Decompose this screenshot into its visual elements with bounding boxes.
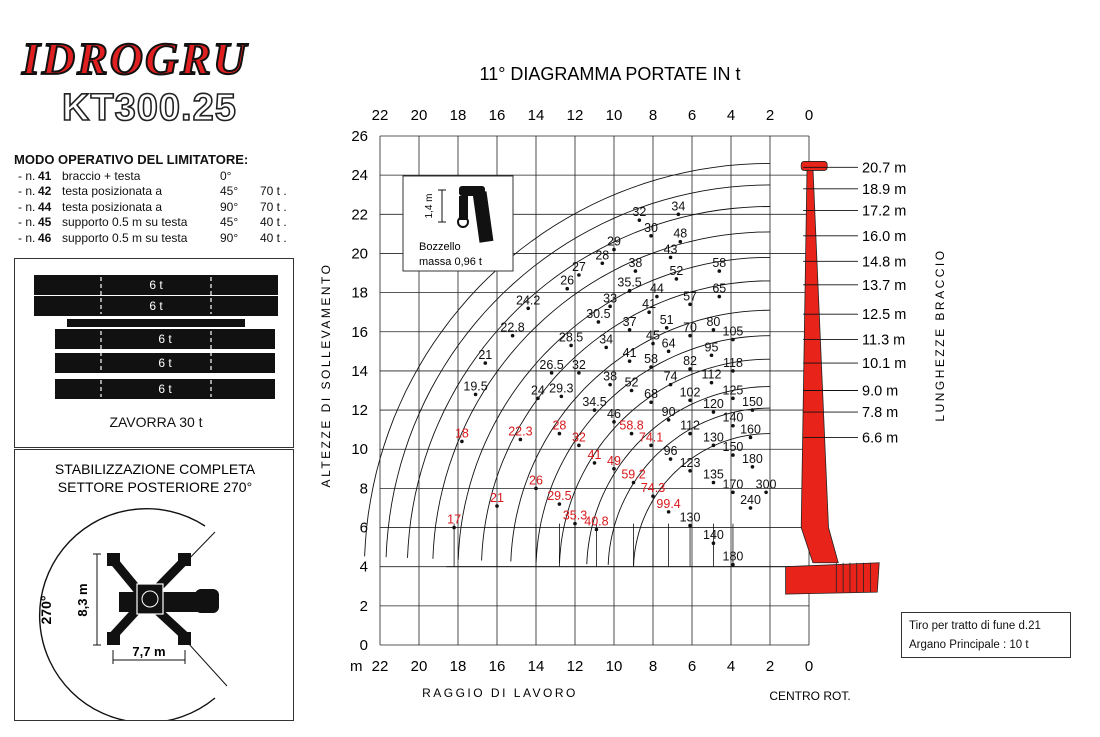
x-tick-top: 10 [605, 107, 623, 124]
limiter-description: testa posizionata a [62, 199, 163, 214]
load-value: 33 [603, 291, 618, 306]
limiter-prefix: - n. [18, 184, 36, 198]
load-value: 22.3 [508, 424, 533, 439]
y-tick: 0 [359, 637, 368, 654]
load-value: 58.8 [619, 418, 644, 433]
x-tick-bottom: 22 [371, 658, 389, 675]
load-value: 27 [571, 259, 586, 274]
x-tick-bottom: 6 [687, 658, 697, 675]
load-value: 74 [663, 369, 678, 384]
y-tick: 18 [351, 284, 368, 302]
load-value: 70 [683, 320, 698, 335]
load-value: 24.2 [516, 293, 541, 308]
load-value: 52 [669, 263, 684, 278]
load-value: 300 [755, 477, 777, 492]
y-tick: 16 [351, 323, 368, 341]
load-value: 26.5 [539, 357, 564, 372]
load-value: 21 [490, 491, 504, 506]
limiter-angle: 45° [220, 215, 239, 229]
load-value: 37 [622, 314, 637, 329]
load-value: 96 [663, 444, 678, 459]
load-value: 170 [722, 477, 744, 492]
rope-info [901, 612, 1071, 658]
load-value: 240 [740, 492, 761, 507]
load-value: 18 [454, 426, 469, 441]
x-tick-top: 8 [648, 107, 658, 124]
x-axis-label-right: CENTRO ROT. [769, 689, 851, 703]
x-tick-bottom: 8 [648, 658, 658, 675]
load-value: 118 [722, 355, 743, 370]
boom-length-label: 14.8 m [862, 254, 907, 271]
load-value: 140 [722, 410, 744, 425]
load-value: 38 [628, 256, 643, 271]
load-value: 41 [642, 297, 657, 312]
load-value: 95 [704, 340, 719, 355]
boom-length-label: 7.8 m [862, 405, 899, 422]
load-value: 30 [644, 220, 659, 235]
load-value: 48 [673, 226, 688, 241]
load-value: 43 [663, 242, 678, 257]
load-value: 58 [712, 256, 727, 271]
stabilization-title: STABILIZZAZIONE COMPLETA [54, 461, 256, 477]
y-tick: 10 [351, 441, 368, 459]
load-value: 180 [742, 451, 763, 466]
limiter-description: braccio + testa [62, 168, 141, 183]
x-tick-top: 2 [765, 107, 775, 124]
x-tick-top: 20 [410, 107, 428, 124]
limiter-prefix: - n. [18, 199, 36, 214]
boom-length-label: 6.6 m [862, 430, 899, 447]
boom-length-label: 13.7 m [862, 277, 907, 294]
x-tick-top: 6 [687, 107, 697, 124]
boom-length-label: 9.0 m [862, 383, 899, 400]
y-tick: 20 [351, 245, 368, 263]
load-value: 65 [712, 281, 727, 296]
x-axis-label: RAGGIO DI LAVORO [422, 686, 578, 700]
load-value: 64 [661, 336, 676, 351]
limiter-heading: MODO OPERATIVO DEL LIMITATORE: [14, 152, 249, 167]
limiter-load: 40 t . [260, 230, 287, 245]
load-value: 123 [679, 455, 701, 470]
limiter-number: 44 [38, 199, 52, 214]
limiter-load: 70 t . [260, 199, 287, 214]
load-value: 49 [607, 453, 621, 468]
load-value: 68 [644, 387, 659, 402]
x-tick-top: 12 [566, 107, 584, 124]
x-tick-bottom: 2 [765, 658, 775, 675]
load-value: 90 [661, 404, 676, 419]
ballast-plate-label: 6 t [158, 356, 172, 370]
load-value: 32 [571, 357, 586, 372]
chart-title: 11° DIAGRAMMA PORTATE IN t [479, 64, 741, 84]
crane-carrier [786, 563, 880, 594]
x-tick-bottom: 20 [410, 658, 428, 675]
load-value: 140 [703, 528, 724, 543]
main-winch: Argano Principale : 10 t [909, 639, 1029, 651]
ballast-plate-label: 6 t [158, 332, 172, 346]
load-value: 57 [683, 289, 698, 304]
load-value: 24 [530, 383, 545, 398]
boom-length-label: 17.2 m [862, 203, 907, 220]
load-value: 105 [722, 324, 744, 339]
load-value: 29 [607, 234, 621, 249]
ballast-label: ZAVORRA 30 t [109, 414, 203, 430]
load-value: 32 [571, 430, 586, 445]
outrigger-length: 8,3 m [75, 583, 90, 617]
load-value: 22.8 [500, 320, 525, 335]
load-value: 120 [703, 397, 724, 412]
limiter-description: supporto 0.5 m su testa [62, 230, 188, 245]
limiter-angle: 90° [220, 230, 239, 245]
load-value: 51 [659, 312, 674, 327]
load-value: 112 [701, 367, 722, 382]
limiter-description: testa posizionata a [62, 184, 163, 198]
load-value: 52 [624, 375, 639, 390]
load-value: 32 [632, 205, 647, 220]
ballast-plate-label: 6 t [149, 299, 163, 313]
load-value: 28.5 [558, 330, 584, 345]
x-tick-top: 18 [449, 107, 467, 124]
load-value: 99.4 [656, 496, 681, 511]
load-value: 180 [722, 549, 744, 564]
x-tick-bottom: 16 [488, 658, 506, 675]
y-tick: 22 [351, 206, 368, 224]
x-tick-top: 4 [726, 107, 736, 124]
x-unit: m [350, 658, 363, 675]
y-axis-label: ALTEZZE DI SOLLEVAMENTO [319, 262, 333, 488]
load-value: 35.5 [617, 275, 642, 290]
y-tick: 26 [351, 128, 368, 145]
x-tick-top: 14 [527, 107, 545, 124]
boom-length-label: 10.1 m [862, 356, 907, 373]
outrigger-width: 7,7 m [132, 644, 166, 659]
load-value: 150 [742, 395, 763, 410]
limiter-number: 41 [38, 168, 52, 183]
ballast-plate-label: 6 t [149, 278, 163, 292]
brand-logo: IDROGRU [22, 33, 249, 84]
x-tick-top: 22 [371, 107, 389, 124]
load-value: 130 [703, 430, 724, 445]
load-value: 29.3 [549, 381, 574, 396]
model-name: KT300.25 [62, 87, 237, 129]
x-tick-bottom: 10 [605, 658, 623, 675]
load-value: 28 [552, 418, 567, 433]
limiter-load: 70 t . [260, 184, 287, 198]
boom-telescope [801, 167, 838, 562]
boom-length-label: 16.0 m [862, 228, 907, 245]
x-tick-bottom: 14 [527, 658, 545, 675]
limiter-number: 42 [38, 184, 52, 198]
load-value: 130 [679, 510, 701, 525]
y-axis-label-right: LUNGHEZZE BRACCIO [933, 248, 947, 422]
boom-drawing [786, 161, 880, 594]
sector-angle: 270° [38, 595, 54, 625]
load-value: 59.2 [621, 467, 646, 482]
x-tick-bottom: 4 [726, 658, 736, 675]
hook-mass: massa 0,96 t [419, 256, 482, 268]
boom-length-label: 18.9 m [862, 181, 907, 198]
load-value: 34.5 [582, 395, 607, 410]
boom-length-label: 12.5 m [862, 307, 907, 324]
load-value: 34 [671, 199, 686, 214]
limiter-prefix: - n. [18, 168, 36, 183]
load-value: 35.3 [562, 508, 588, 523]
load-value: 82 [683, 353, 698, 368]
load-value: 45 [646, 328, 660, 343]
x-tick-top: 0 [804, 107, 814, 124]
limiter-load: 40 t . [260, 215, 287, 229]
limiter-angle: 45° [220, 184, 239, 198]
ballast-plate-label: 6 t [158, 382, 172, 396]
load-value: 74.1 [638, 430, 664, 445]
load-value: 41 [587, 447, 602, 462]
limiter-prefix: - n. [18, 215, 36, 229]
hook-height: 1,4 m [424, 193, 435, 219]
limiter-number: 46 [38, 230, 52, 245]
load-value: 34 [599, 332, 614, 347]
load-value: 150 [722, 440, 744, 455]
rope-pull: Tiro per tratto di fune d.21 [909, 620, 1041, 632]
load-value: 58 [644, 352, 659, 367]
limiter-angle: 90° [220, 199, 239, 214]
load-value: 102 [679, 385, 701, 400]
load-value: 112 [680, 418, 701, 433]
x-tick-bottom: 18 [449, 658, 467, 675]
load-value: 17 [447, 512, 462, 527]
load-value: 80 [706, 314, 721, 329]
hook-block-inset [403, 176, 513, 271]
load-value: 38 [603, 369, 618, 384]
boom-length-label: 11.3 m [862, 332, 906, 349]
load-value: 135 [703, 467, 724, 482]
load-value: 160 [740, 422, 761, 437]
load-value: 26 [529, 473, 543, 488]
limiter-description: supporto 0.5 m su testa [62, 215, 188, 229]
load-value: 29.5 [547, 489, 572, 504]
limiter-angle: 0° [220, 168, 232, 183]
load-value: 46 [607, 406, 621, 421]
load-value: 26 [560, 273, 575, 288]
load-value: 28 [595, 248, 610, 263]
x-tick-top: 16 [488, 107, 506, 124]
y-tick: 12 [351, 402, 368, 420]
limiter-number: 45 [38, 215, 52, 229]
load-value: 21 [478, 348, 493, 363]
load-value: 125 [722, 383, 744, 398]
y-tick: 24 [351, 167, 368, 185]
y-tick: 4 [359, 558, 368, 576]
y-tick: 6 [359, 519, 368, 537]
hook-name: Bozzello [419, 241, 461, 253]
stabilization-subtitle: SETTORE POSTERIORE 270° [57, 479, 253, 495]
load-value: 30.5 [586, 306, 611, 321]
load-value: 44 [649, 281, 664, 296]
load-value: 41 [622, 346, 637, 361]
boom-head [801, 161, 827, 170]
y-tick: 8 [359, 480, 368, 498]
x-tick-bottom: 12 [566, 658, 584, 675]
y-tick: 2 [359, 597, 368, 615]
x-tick-bottom: 0 [804, 658, 814, 675]
load-value: 74.3 [640, 481, 666, 496]
load-value: 19.5 [463, 379, 488, 394]
boom-length-label: 20.7 m [862, 160, 907, 177]
y-tick: 14 [351, 362, 368, 380]
load-value: 40.8 [584, 514, 609, 529]
limiter-prefix: - n. [18, 230, 36, 245]
